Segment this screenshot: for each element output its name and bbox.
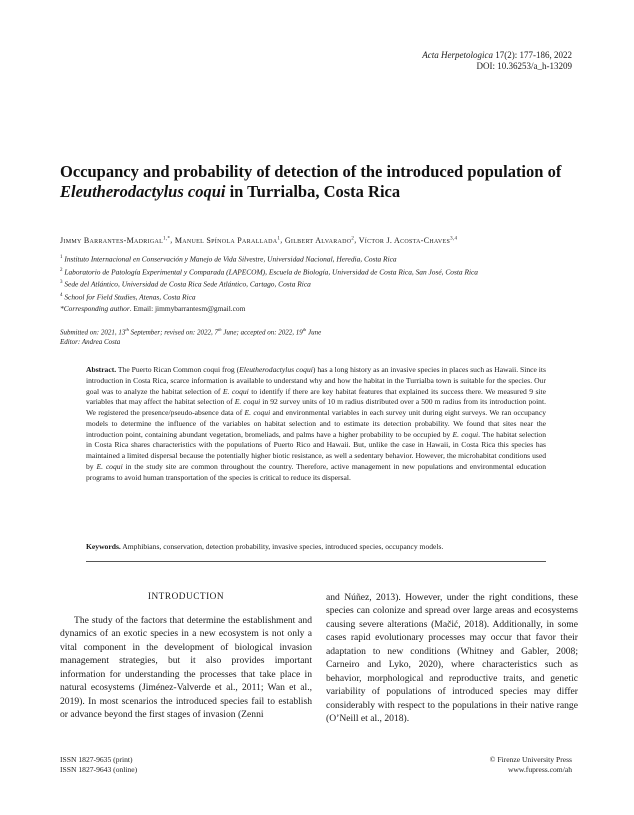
affiliation: $^4$ School for Field Studies, Atenas, Costa Rica <box>60 292 196 302</box>
title-species: Eleutherodactylus coqui <box>60 182 226 201</box>
author-list: Jimmy Barrantes-Madrigal$^{1,*}$, Manuel Spínola Parallada$^1$, Gilbert Alvarado$^2$, Víctor J. Acosta-Chaves$^{3,4}$ <box>60 235 458 245</box>
editor: Editor: Andrea Costa <box>60 338 121 347</box>
footer-publisher: © Firenze University Press www.fupress.com/ah <box>489 755 572 774</box>
submission-dates: Submitted on: 2021, 13th September; revised on: 2022, 7th June; accepted on: 2022, 19th June Editor: Andrea Costa <box>60 325 580 347</box>
author-email[interactable]: . Email: jimmybarrantesm@gmail.com <box>129 303 246 313</box>
paper-title: Occupancy and probability of detection of the introduced population of Eleutherodactylus coqui in Turrialba, Costa Rica <box>60 162 562 201</box>
affiliation: $^2$ Laboratorio de Patología Experimental y Comparada (LAPECOM), Escuela de Biología, Universidad de Costa Rica, San José, Costa Rica <box>60 267 478 277</box>
body-text-left: The study of the factors that determine the establishment and dynamics of an exotic species in a new ecosystem is not only a vital component in the development of biological invasion management strategies, but it also provides important information for understanding the processes that take place in natural ecosystems (Jiménez-Valverde et al., 2011; Wan et al., 2019). In most scenarios the introduced species fail to establish or advance beyond the first stages of invasion (Zenni <box>60 615 312 721</box>
author: Víctor J. Acosta-Chaves$^{3,4}$ <box>358 235 458 245</box>
keywords: Keywords. Amphibians, conservation, detection probability, invasive species, introduced species, occupancy models. <box>86 542 444 551</box>
corresponding-author: *Corresponding author. Email: jimmybarrantesm@gmail.com <box>60 303 246 313</box>
affiliation: $^3$ Sede del Atlántico, Universidad de Costa Rica Sede Atlántico, Cartago, Costa Rica <box>60 279 311 289</box>
section-heading: INTRODUCTION <box>147 592 225 602</box>
affiliation: $^1$ Instituto Internacional en Conservación y Manejo de Vida Silvestre, Universidad Nacional, Heredia, Costa Rica <box>60 254 397 264</box>
journal-citation: Acta Herpetologica 17(2): 177-186, 2022 <box>422 50 572 60</box>
divider <box>86 561 546 562</box>
publisher-url[interactable]: www.fupress.com/ah <box>507 765 572 774</box>
body-text-right: and Núñez, 2013). However, under the right conditions, these species can colonize and spread over large areas and ecosystems causing severe alterations (Mačić, 2018). Additionally, in some cases rapid evolutionary processes may occur that favor their adaptation to new conditions (Whitney and Gabler, 2008; Carneiro and Lyko, 2020), where characteristics such as behavior, morphological and reproductive traits, and genetic variability of populations of introduced species may differ considerably with respect to the populations in their native range (O’Neill et al., 2018). <box>326 592 578 725</box>
keywords-label: Keywords. <box>86 542 121 551</box>
journal-doi[interactable]: DOI: 10.36253/a_h-13209 <box>476 61 572 71</box>
abstract: Abstract. The Puerto Rican Common coqui frog (Eleutherodactylus coqui) has a long history as an invasive species in places such as Hawaii. Since its introduction in Costa Rica, scarce information is available to understand why and how the habitat in the Turrialba town is suitable for the species. Our goal was to analyze the habitat selection of E. coqui to identify if there are key habitat features that explained its success there. We measured 9 site variables that may affect the habitat selection of E. coqui in 92 survey units of 10 m radius distributed over a 500 m radius from its introduction point. We registered the presence/pseudo-absence data of E. coqui and environmental variables in each survey unit during eight surveys. We ran occupancy models to determine the influence of the variables on habitat selection and to estimate its detection probability. We found that sites near the introduction point, containing abundant vegetation, bromeliads, and palms have a higher probability to be occupied by E. coqui. The habitat selection in Costa Rica shares characteristics with the populations of Puerto Rico and Hawaii. But, unlike the case in Hawaii, in Costa Rica this species has maintained a limited dispersal because the potentially higher biotic resistance, as well a sedentary behavior. However, the microhabitat conditions used by E. coqui in the study site are common throughout the country. Therefore, active management in new populations and environmental education programs to avoid human transportation of the species is critical to reduce its dispersal. <box>86 365 547 482</box>
abstract-label: Abstract. <box>86 365 117 374</box>
journal-header <box>272 50 572 72</box>
footer-issn: ISSN 1827-9635 (print) ISSN 1827-9643 (online) <box>60 755 138 774</box>
author: Gilbert Alvarado$^2$ <box>284 235 355 245</box>
author: Jimmy Barrantes-Madrigal$^{1,*}$ <box>60 235 171 245</box>
author: Manuel Spínola Parallada$^1$ <box>174 235 281 245</box>
affiliations <box>60 252 580 314</box>
